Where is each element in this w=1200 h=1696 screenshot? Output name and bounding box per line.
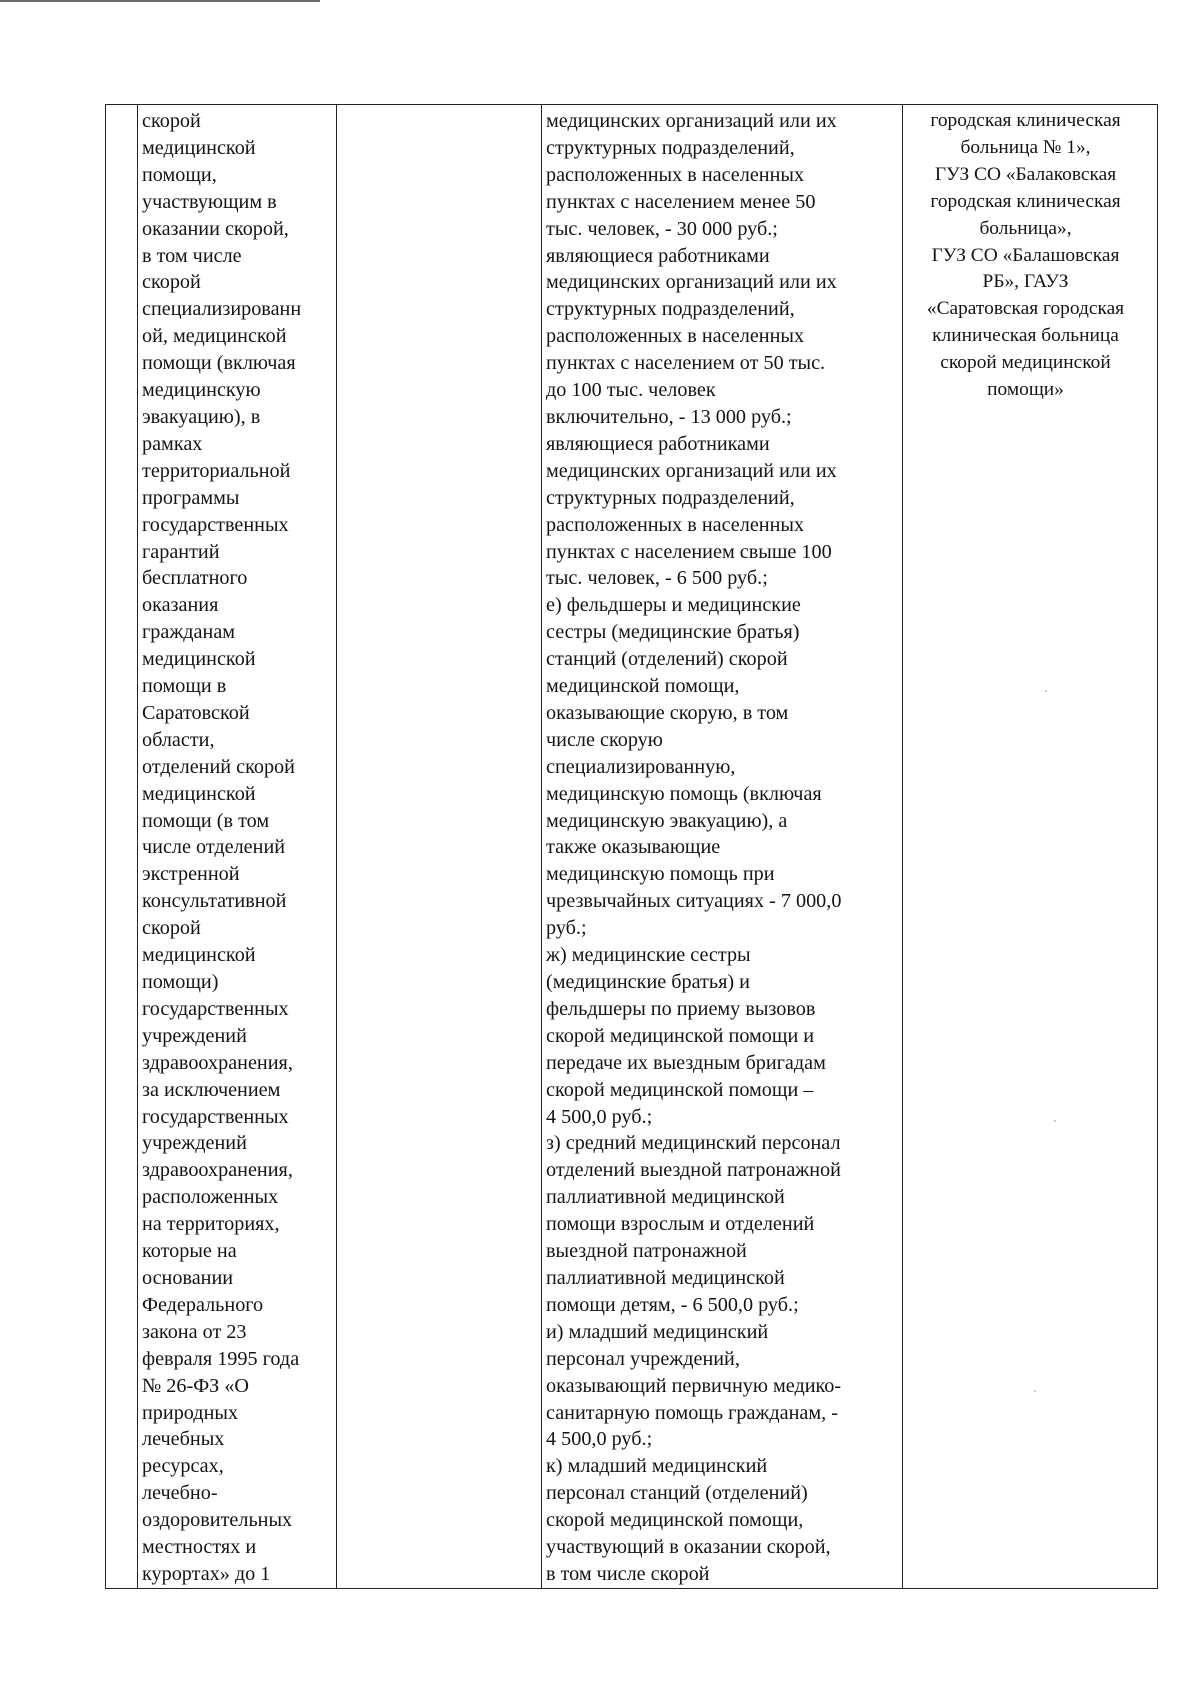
col2-line: области, xyxy=(142,728,215,751)
col2-line: местностях и xyxy=(142,1536,257,1559)
col4-line: санитарную помощь гражданам, - xyxy=(546,1401,838,1424)
col2-line: гражданам xyxy=(142,621,236,644)
col5-line: городская клиническая xyxy=(930,190,1121,212)
col4-line: фельдшеры по приему вызовов xyxy=(546,997,816,1020)
col2-line: территориальной xyxy=(142,459,291,482)
column-5-text xyxy=(903,108,1148,404)
col5-line: городская клиническая xyxy=(930,110,1121,131)
table-border-left xyxy=(105,105,106,1588)
col2-line: Саратовской xyxy=(142,701,250,724)
col4-line: к) младший медицинский xyxy=(546,1455,768,1478)
col4-line: паллиативной медицинской xyxy=(546,1186,785,1209)
col2-line: эвакуацию), в xyxy=(142,405,261,428)
col2-line: помощи (в том xyxy=(142,809,270,832)
col5-line: ГУЗ СО «Балашовская xyxy=(931,244,1120,266)
col2-line: оказания xyxy=(142,594,219,617)
col4-line: до 100 тыс. человек xyxy=(546,379,716,402)
col2-line: лечебных xyxy=(142,1428,225,1451)
col2-line: медицинской xyxy=(142,782,256,805)
col2-line: Федерального xyxy=(142,1293,264,1316)
col2-line: бесплатного xyxy=(142,567,248,590)
col4-line: медицинскую помощь (включая xyxy=(546,782,822,805)
col4-line: являющиеся работниками xyxy=(546,244,770,267)
col2-line: здравоохранения, xyxy=(142,1159,293,1182)
column-divider-1 xyxy=(137,105,138,1588)
col4-line: станций (отделений) скорой xyxy=(546,648,788,671)
col2-line: февраля 1995 года xyxy=(142,1347,300,1370)
col2-line: программы xyxy=(142,486,240,509)
col4-line: скорой медицинской помощи – xyxy=(546,1078,814,1101)
col4-line: з) средний медицинский персонал xyxy=(546,1132,841,1155)
col4-line: расположенных в населенных xyxy=(546,325,805,348)
col2-line: медицинской xyxy=(142,944,256,967)
col4-line: отделений выездной патронажной xyxy=(546,1159,841,1182)
col2-line: числе отделений xyxy=(142,836,286,859)
col2-line: скорой xyxy=(142,110,201,132)
col4-line: скорой медицинской помощи, xyxy=(546,1509,804,1532)
col2-line: медицинской xyxy=(142,648,256,671)
col2-line: скорой xyxy=(142,917,201,940)
col2-line: помощи в xyxy=(142,675,227,698)
col4-line: медицинской помощи, xyxy=(546,675,740,698)
col4-line: структурных подразделений, xyxy=(546,486,795,509)
col4-line: пунктах с населением свыше 100 xyxy=(546,540,832,563)
col5-line: больница», xyxy=(979,217,1072,239)
col4-line: тыс. человек, - 30 000 руб.; xyxy=(546,217,778,240)
col2-line: скорой xyxy=(142,271,201,294)
col4-line: чрезвычайных ситуациях - 7 000,0 xyxy=(546,890,842,913)
col2-line: государственных xyxy=(142,513,289,536)
col2-line: ой, медицинской xyxy=(142,325,287,348)
scan-speck xyxy=(1054,1120,1056,1122)
col4-line: оказывающий первичную медико- xyxy=(546,1374,842,1397)
col4-line: структурных подразделений, xyxy=(546,136,795,159)
col2-line: государственных xyxy=(142,1105,289,1128)
col2-line: экстренной xyxy=(142,863,240,886)
col2-line: за исключением xyxy=(142,1078,281,1101)
scan-speck xyxy=(1034,1390,1036,1392)
col4-line: расположенных в населенных xyxy=(546,163,805,186)
col5-line: РБ», ГАУЗ xyxy=(982,271,1069,293)
col2-line: которые на xyxy=(142,1240,237,1263)
col2-line: расположенных xyxy=(142,1186,279,1209)
col2-line: учреждений xyxy=(142,1132,247,1155)
col4-line: 4 500,0 руб.; xyxy=(546,1105,653,1128)
col4-line: включительно, - 13 000 руб.; xyxy=(546,405,792,428)
col5-line: ГУЗ СО «Балаковская xyxy=(934,163,1117,185)
column-4-text xyxy=(546,108,906,1588)
col4-line: пунктах с населением от 50 тыс. xyxy=(546,352,826,375)
col2-line: рамках xyxy=(142,432,203,455)
column-divider-2 xyxy=(336,105,337,1588)
col4-line: медицинскую эвакуацию), а xyxy=(546,809,788,832)
col2-line: ресурсах, xyxy=(142,1455,224,1478)
col4-line: расположенных в населенных xyxy=(546,513,805,536)
col4-line: персонал станций (отделений) xyxy=(546,1482,808,1505)
col2-line: помощи, xyxy=(142,163,217,186)
col4-line: медицинских организаций или их xyxy=(546,459,837,482)
col4-line: ж) медицинские сестры xyxy=(546,944,751,967)
col5-line: помощи» xyxy=(987,379,1064,401)
col2-line: медицинскую xyxy=(142,379,261,402)
col4-line: участвующий в оказании скорой, xyxy=(546,1536,831,1559)
col4-line: скорой медицинской помощи и xyxy=(546,1024,815,1047)
col4-line: структурных подразделений, xyxy=(546,298,795,321)
col2-line: гарантий xyxy=(142,540,220,563)
col2-line: учреждений xyxy=(142,1024,247,1047)
col4-line: и) младший медицинский xyxy=(546,1320,769,1343)
col4-line: специализированную, xyxy=(546,755,736,778)
col2-line: основании xyxy=(142,1266,234,1289)
header-rule xyxy=(0,0,320,2)
col2-line: помощи) xyxy=(142,971,219,993)
col5-line: больница № 1», xyxy=(960,136,1091,158)
col4-line: помощи детям, - 6 500,0 руб.; xyxy=(546,1293,799,1316)
col2-line: на территориях, xyxy=(142,1213,280,1236)
col5-line: клиническая больница xyxy=(932,325,1119,347)
col4-line: выездной патронажной xyxy=(546,1240,747,1263)
col4-line: оказывающие скорую, в том xyxy=(546,701,789,724)
col4-line: (медицинские братья) и xyxy=(546,971,750,993)
table-border-right xyxy=(1157,105,1158,1588)
document-table xyxy=(105,104,1158,1589)
col4-line: тыс. человек, - 6 500 руб.; xyxy=(546,567,768,590)
col4-line: помощи взрослым и отделений xyxy=(546,1213,815,1236)
col4-line: также оказывающие xyxy=(546,836,721,859)
column-2-text xyxy=(142,108,332,1588)
col2-line: курортах» до 1 xyxy=(142,1562,271,1585)
scan-speck xyxy=(1045,690,1047,692)
col2-line: здравоохранения, xyxy=(142,1051,293,1074)
col2-line: природных xyxy=(142,1401,239,1424)
col4-line: е) фельдшеры и медицинские xyxy=(546,594,801,617)
col2-line: № 26-ФЗ «О xyxy=(142,1374,249,1397)
col4-line: паллиативной медицинской xyxy=(546,1266,785,1289)
col2-line: медицинской xyxy=(142,136,256,159)
col2-line: помощи (включая xyxy=(142,352,296,375)
col4-line: являющиеся работниками xyxy=(546,432,770,455)
col2-line: специализированн xyxy=(142,298,302,321)
col2-line: оздоровительных xyxy=(142,1509,293,1532)
col2-line: участвующим в xyxy=(142,190,277,213)
column-divider-3 xyxy=(541,105,542,1588)
col2-line: государственных xyxy=(142,997,289,1020)
col4-line: сестры (медицинские братья) xyxy=(546,621,800,644)
col4-line: передаче их выездным бригадам xyxy=(546,1051,826,1074)
col2-line: отделений скорой xyxy=(142,755,295,778)
col5-line: скорой медицинской xyxy=(940,352,1111,374)
col2-line: оказании скорой, xyxy=(142,217,289,240)
col4-line: числе скорую xyxy=(546,728,663,751)
col2-line: лечебно- xyxy=(142,1482,218,1505)
col5-line: «Саратовская городская xyxy=(926,298,1125,320)
col2-line: закона от 23 xyxy=(142,1320,247,1343)
col2-line: консультативной xyxy=(142,890,287,913)
col2-line: в том числе xyxy=(142,244,242,267)
col4-line: 4 500,0 руб.; xyxy=(546,1428,653,1451)
col4-line: персонал учреждений, xyxy=(546,1347,740,1370)
col4-line: пунктах с населением менее 50 xyxy=(546,190,816,213)
col4-line: медицинских организаций или их xyxy=(546,110,837,132)
col4-line: в том числе скорой xyxy=(546,1562,710,1585)
col4-line: руб.; xyxy=(546,917,587,940)
col4-line: медицинских организаций или их xyxy=(546,271,837,294)
col4-line: медицинскую помощь при xyxy=(546,863,775,886)
